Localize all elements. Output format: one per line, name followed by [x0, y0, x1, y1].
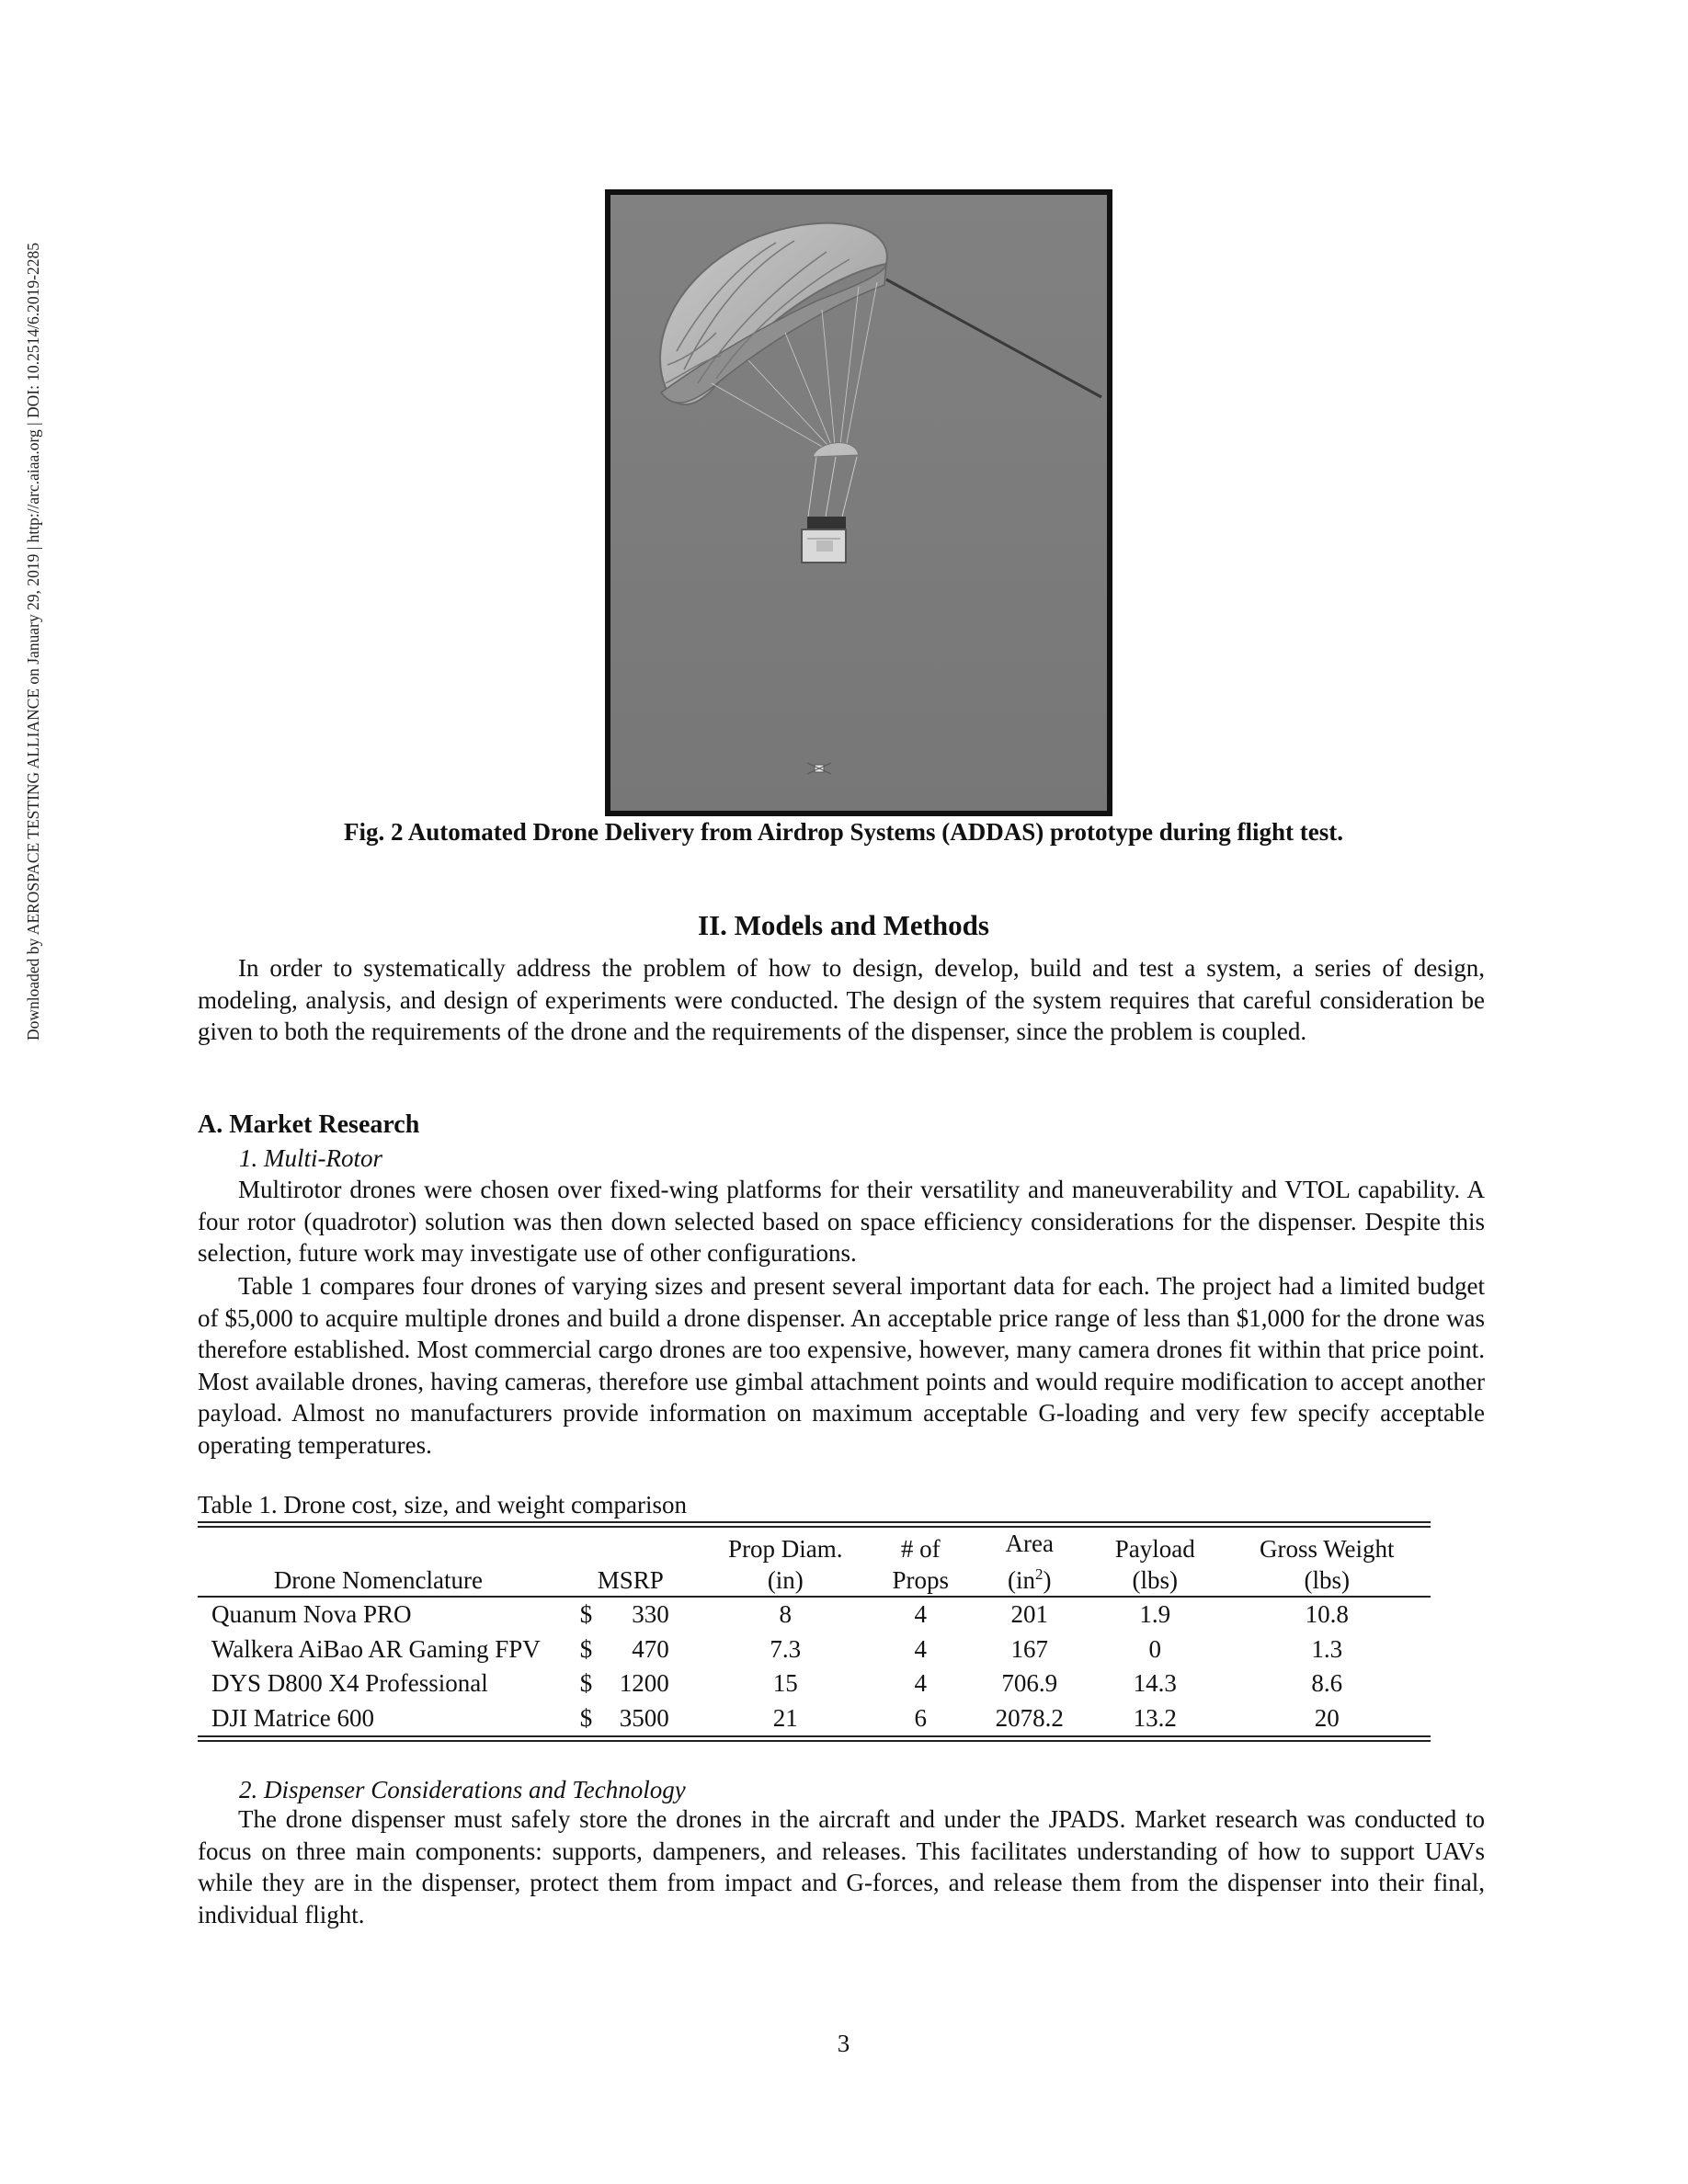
parafoil-photo-illustration	[610, 195, 1107, 811]
cell-area: 167	[1010, 1634, 1049, 1663]
header-payload: Payload (lbs)	[1114, 1535, 1195, 1594]
cell-gross-weight: 1.3	[1311, 1634, 1343, 1663]
cell-payload: 1.9	[1139, 1600, 1171, 1628]
header-area: Area $(in^2)$	[1005, 1530, 1055, 1594]
cell-drone-name: Quanum Nova PRO	[211, 1600, 412, 1628]
cell-drone-name: DYS D800 X4 Professional	[211, 1669, 488, 1697]
cell-payload: 14.3	[1133, 1669, 1177, 1697]
cell-num-props: 4	[914, 1634, 928, 1663]
table-row	[198, 1632, 1431, 1667]
cell-gross-weight: 20	[1314, 1703, 1340, 1732]
cell-drone-name: DJI Matrice 600	[211, 1703, 374, 1732]
subsection-2-heading: 2. Dispenser Considerations and Technology	[239, 1776, 686, 1803]
cell-area: 201	[1010, 1600, 1049, 1628]
subsection-a-heading: A. Market Research	[198, 1110, 420, 1139]
cell-area: 2078.2	[995, 1703, 1064, 1732]
cell-payload: 0	[1148, 1634, 1161, 1663]
cell-gross-weight: 10.8	[1305, 1600, 1349, 1628]
cell-num-props: 4	[914, 1669, 928, 1697]
table-caption: Table 1. Drone cost, size, and weight comparison	[198, 1491, 687, 1519]
header-gross-weight: Gross Weight (lbs)	[1259, 1535, 1395, 1594]
page-number: 3	[837, 2030, 850, 2057]
cell-num-props: 4	[914, 1600, 928, 1628]
table-discussion-paragraph: Table 1 compares four drones of varying sizes and present several important data for each. The project had a limited budget of $5,000 to acquire multiple drones and build a drone dispenser. An acceptable price range of less than $1,000 for the drone was therefore established. Most commercial cargo drones are too expensive, however, many camera drones fit within that price point. Most available drones, having cameras, therefore use gimbal attachment points and would require modification to accept another payload. Almost no manufacturers provide information on maximum acceptable G-loading and very few specify acceptable operating temperatures.	[198, 1272, 1485, 1459]
table-row	[198, 1666, 1431, 1701]
cell-gross-weight: 8.6	[1311, 1669, 1343, 1697]
figure-caption: Fig. 2 Automated Drone Delivery from Airdrop Systems (ADDAS) prototype during flight test.	[344, 818, 1343, 846]
cell-msrp: $ 1200	[579, 1669, 669, 1697]
header-msrp: MSRP	[597, 1566, 664, 1594]
table-top-rule	[198, 1521, 1431, 1528]
section-intro-paragraph: In order to systematically address the problem of how to design, develop, build and test a system, a series of design, modeling, analysis, and design of experiments were conducted. The design of the system requires that careful consideration be given to both the requirements of the drone and the requirements of the dispenser, since the problem is coupled.	[198, 954, 1485, 1046]
table-row	[198, 1701, 1431, 1736]
cell-prop-diam: 8	[779, 1600, 793, 1628]
cell-area: 706.9	[1001, 1669, 1058, 1697]
cell-msrp: $ 470	[579, 1634, 669, 1663]
cell-msrp: $ 3500	[579, 1703, 669, 1732]
download-side-note-text: Downloaded by AEROSPACE TESTING ALLIANCE on January 29, 2019 | http://arc.aiaa.org | DOI: 10.2514/6.2019-2285	[24, 243, 42, 1041]
figure-photo	[605, 189, 1112, 816]
cell-prop-diam: 7.3	[770, 1634, 802, 1663]
drone-comparison-table	[198, 1521, 1431, 1742]
cell-msrp: $ 330	[579, 1600, 669, 1628]
dispenser-paragraph: The drone dispenser must safely store the drones in the aircraft and under the JPADS. Market research was conducted to focus on three main components: supports, dampeners, and releases. This facilitates understanding of how to support UAVs while they are in the dispenser, protect them from impact and G-forces, and release them from the dispenser into their final, individual flight.	[198, 1805, 1485, 1928]
cell-payload: 13.2	[1133, 1703, 1177, 1732]
header-prop-diam: Prop Diam. (in)	[728, 1535, 843, 1594]
header-num-props: # of Props	[892, 1535, 950, 1594]
table-row	[198, 1597, 1431, 1632]
cell-prop-diam: 21	[772, 1703, 798, 1732]
cell-drone-name: Walkera AiBao AR Gaming FPV	[211, 1634, 541, 1663]
section-heading: II. Models and Methods	[698, 909, 989, 941]
cell-prop-diam: 15	[772, 1669, 798, 1697]
header-drone-nomenclature: Drone Nomenclature	[273, 1566, 483, 1594]
cell-num-props: 6	[914, 1703, 928, 1732]
table-bottom-rule	[198, 1735, 1431, 1742]
multirotor-paragraph: Multirotor drones were chosen over fixed-wing platforms for their versatility and maneuverability and VTOL capability. A four rotor (quadrotor) solution was then down selected based on space efficiency considerations for the dispenser. Despite this selection, future work may investigate use of other configurations.	[198, 1176, 1485, 1268]
subsection-1-heading: 1. Multi-Rotor	[239, 1144, 382, 1172]
table-header-row	[198, 1528, 1431, 1597]
